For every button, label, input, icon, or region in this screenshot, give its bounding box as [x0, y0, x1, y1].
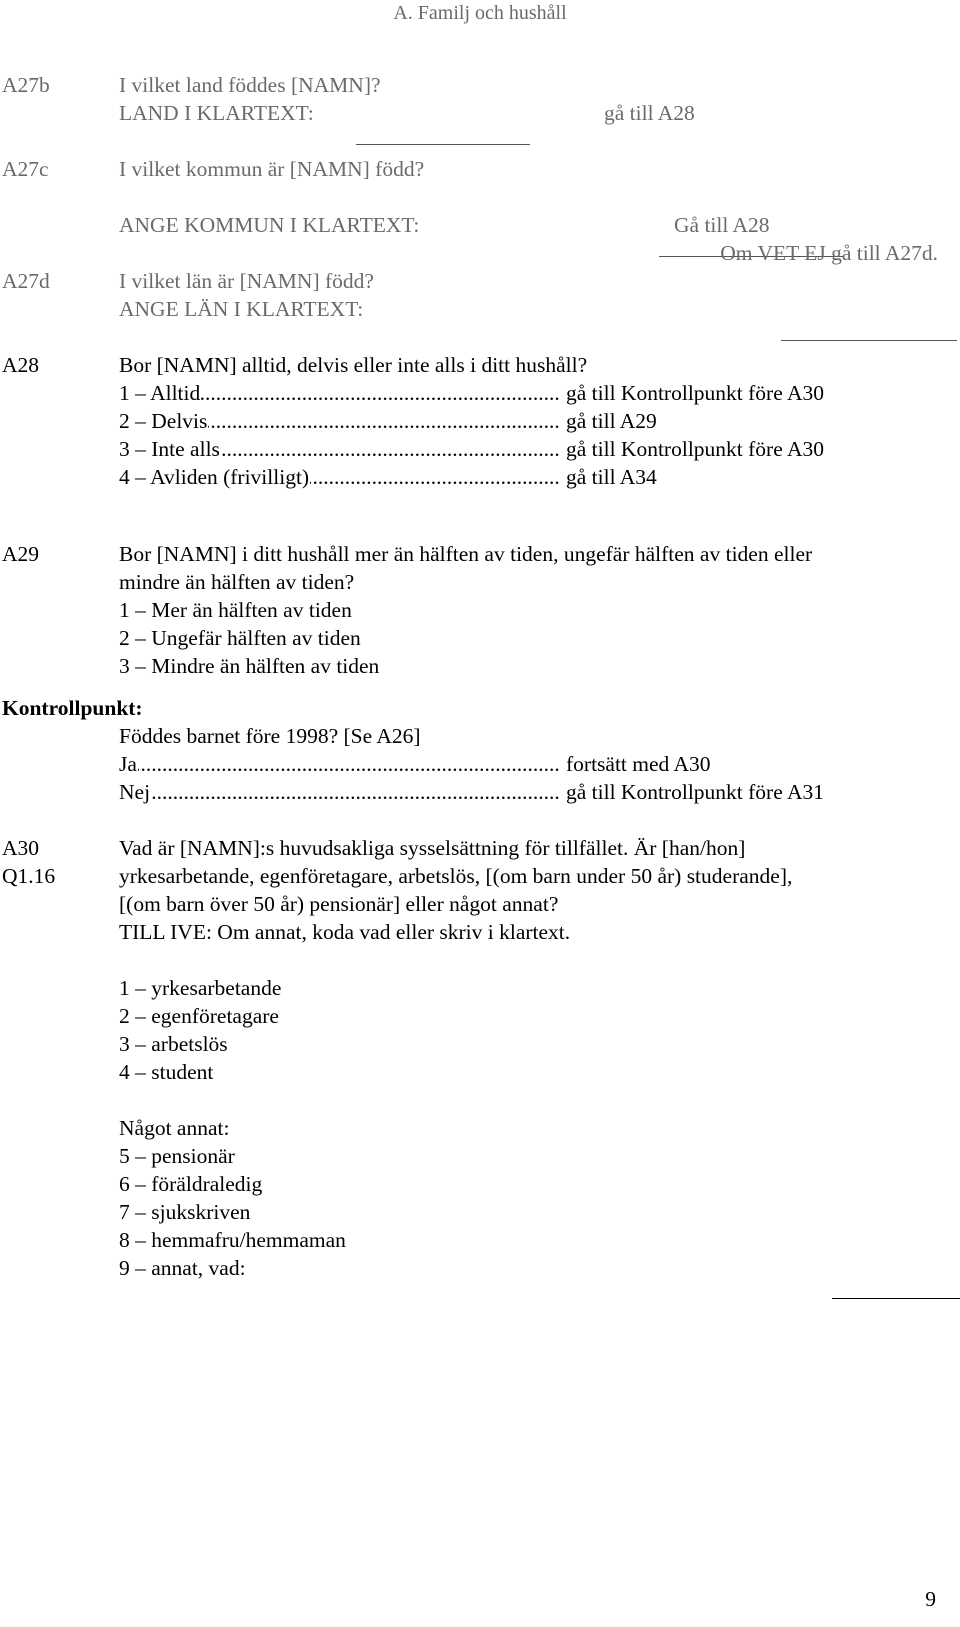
a29-option-1[interactable]: 1 – Mer än hälften av tiden — [119, 598, 352, 622]
a28-option-2[interactable]: 2 – Delvis ..... — [119, 407, 561, 435]
a30-option-8[interactable]: 8 – hemmafru/hemmaman — [119, 1228, 346, 1252]
question-id-q1-16: Q1.16 — [2, 864, 56, 888]
a27b-goto: gå till A28 — [604, 101, 695, 125]
kontrollpunkt-option-nej[interactable]: Nej ..... — [119, 778, 561, 806]
a30-other-heading: Något annat: — [119, 1116, 230, 1140]
a28-option-2-goto: gå till A29 — [566, 409, 657, 433]
a27c-prompt: ANGE KOMMUN I KLARTEXT: — [119, 213, 420, 237]
page-header: A. Familj och hushåll — [393, 2, 567, 24]
kontrollpunkt-heading: Kontrollpunkt: — [2, 696, 143, 720]
a28-option-3-goto: gå till Kontrollpunkt före A30 — [566, 437, 824, 461]
a27d-answer-line[interactable] — [781, 340, 957, 341]
a30-option-6[interactable]: 6 – föräldraledig — [119, 1172, 263, 1196]
a30-option-5[interactable]: 5 – pensionär — [119, 1144, 235, 1168]
a27b-answer-line[interactable] — [356, 144, 530, 145]
kontrollpunkt-option-ja[interactable]: Ja ..... — [119, 750, 561, 778]
question-id-a29: A29 — [2, 542, 40, 566]
question-id-a30: A30 — [2, 836, 40, 860]
question-id-a27c: A27c — [2, 157, 49, 181]
a27c-goto-dontknow: Om VET EJ gå till A27d. — [720, 241, 938, 265]
a29-option-3[interactable]: 3 – Mindre än hälften av tiden — [119, 654, 380, 678]
question-id-a27b: A27b — [2, 73, 50, 97]
a28-option-1-goto: gå till Kontrollpunkt före A30 — [566, 381, 824, 405]
a30-other-answer-line[interactable] — [832, 1298, 960, 1299]
question-id-a27d: A27d — [2, 269, 50, 293]
a27d-prompt: ANGE LÄN I KLARTEXT: — [119, 297, 364, 321]
a27c-question: I vilket kommun är [NAMN] född? — [119, 157, 425, 181]
page-number: 9 — [925, 1587, 936, 1611]
a28-option-3[interactable]: 3 – Inte alls ..... — [119, 435, 561, 463]
a30-question-line-1: Vad är [NAMN]:s huvudsakliga sysselsättning för tillfället. Är [han/hon] — [119, 836, 746, 860]
kontrollpunkt-option-ja-goto: fortsätt med A30 — [566, 752, 711, 776]
kontrollpunkt-question: Föddes barnet före 1998? [Se A26] — [119, 724, 421, 748]
a30-interviewer-instruction: TILL IVE: Om annat, koda vad eller skriv i klartext. — [119, 920, 571, 944]
a28-question: Bor [NAMN] alltid, delvis eller inte alls i ditt hushåll? — [119, 353, 588, 377]
a30-question-line-3: [(om barn över 50 år) pensionär] eller något annat? — [119, 892, 559, 916]
a30-question-line-2: yrkesarbetande, egenföretagare, arbetslös, [(om barn under 50 år) studerande], — [119, 864, 793, 888]
a29-question-line-1: Bor [NAMN] i ditt hushåll mer än hälften av tiden, ungefär hälften av tiden eller — [119, 542, 813, 566]
a29-question-line-2: mindre än hälften av tiden? — [119, 570, 355, 594]
a30-option-3[interactable]: 3 – arbetslös — [119, 1032, 228, 1056]
a29-option-2[interactable]: 2 – Ungefär hälften av tiden — [119, 626, 361, 650]
a28-option-4[interactable]: 4 – Avliden (frivilligt) ..... — [119, 463, 561, 491]
a30-option-7[interactable]: 7 – sjukskriven — [119, 1200, 251, 1224]
a27d-question: I vilket län är [NAMN] född? — [119, 269, 374, 293]
a28-option-4-goto: gå till A34 — [566, 465, 657, 489]
a30-option-4[interactable]: 4 – student — [119, 1060, 214, 1084]
question-id-a28: A28 — [2, 353, 40, 377]
a28-option-1[interactable]: 1 – Alltid ..... — [119, 379, 561, 407]
a30-option-9[interactable]: 9 – annat, vad: — [119, 1256, 246, 1280]
a27b-question: I vilket land föddes [NAMN]? — [119, 73, 381, 97]
a27b-prompt: LAND I KLARTEXT: — [119, 101, 314, 125]
a30-option-2[interactable]: 2 – egenföretagare — [119, 1004, 279, 1028]
a27c-goto: Gå till A28 — [674, 213, 770, 237]
a30-option-1[interactable]: 1 – yrkesarbetande — [119, 976, 282, 1000]
kontrollpunkt-option-nej-goto: gå till Kontrollpunkt före A31 — [566, 780, 824, 804]
